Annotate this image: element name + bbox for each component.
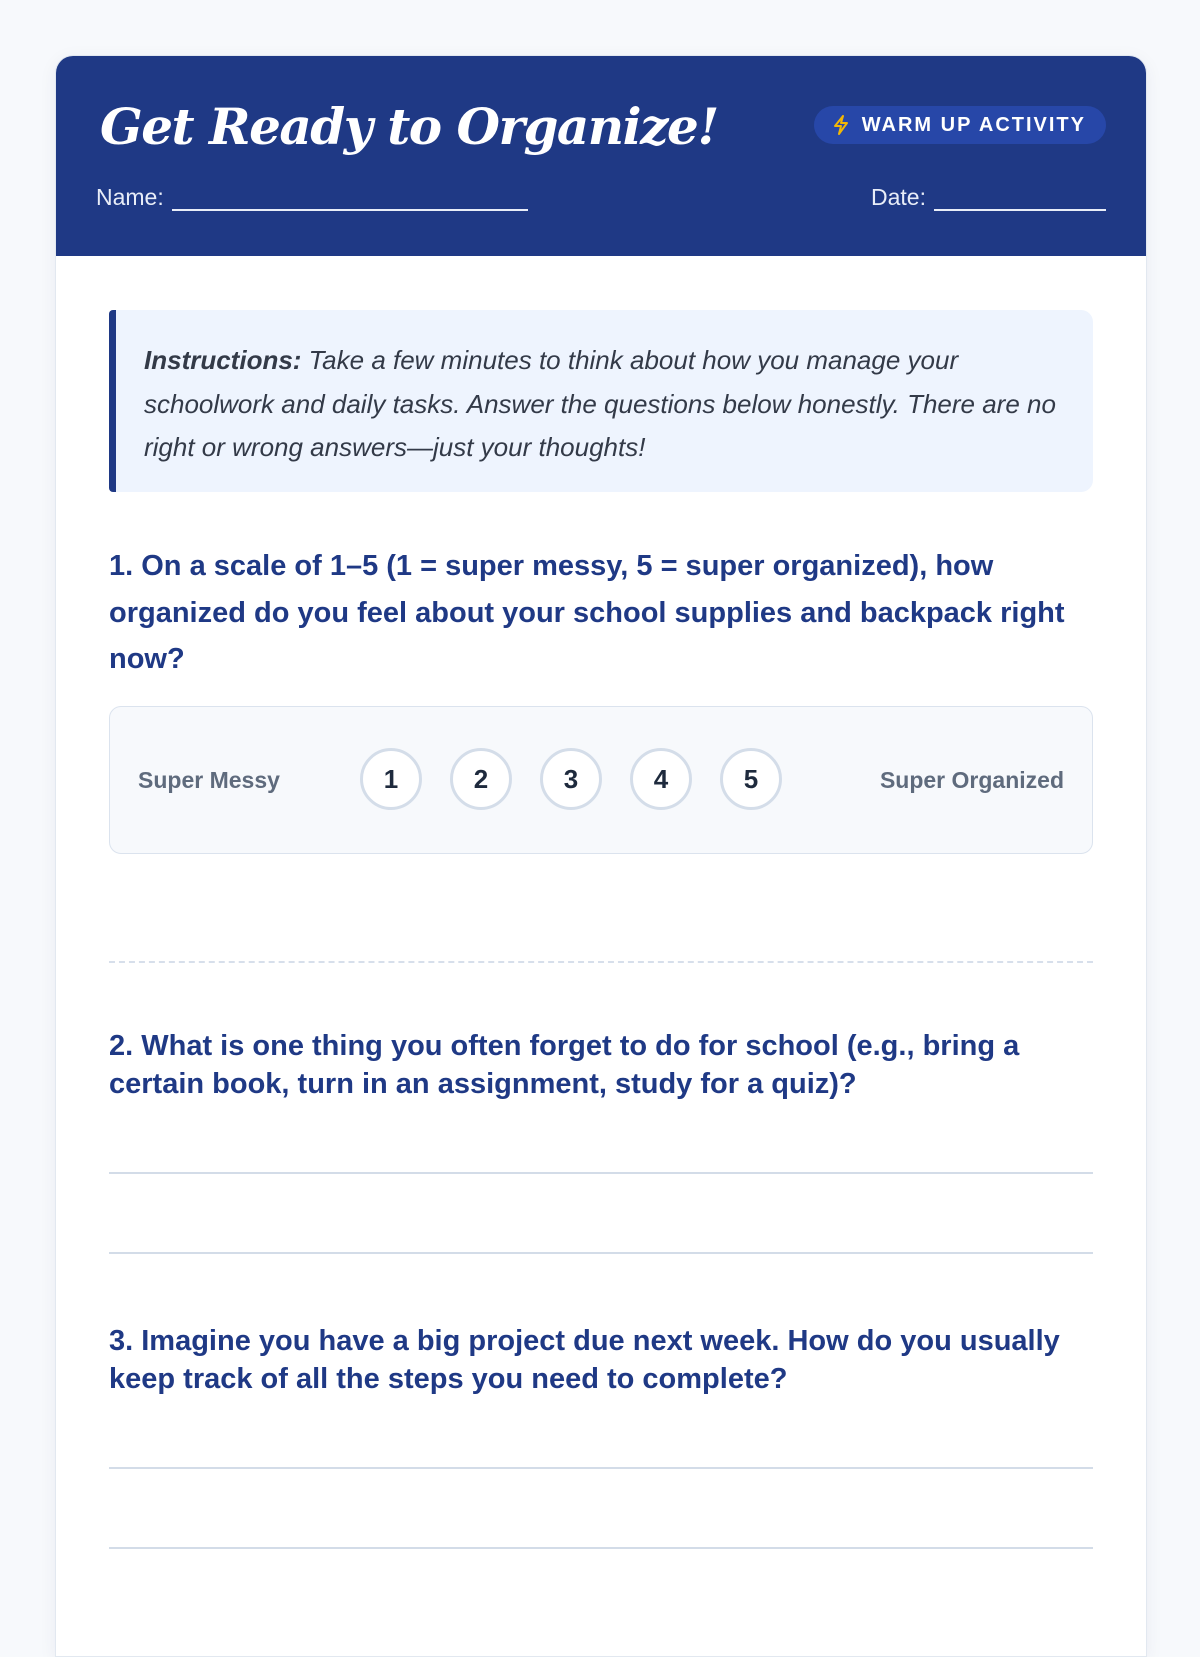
worksheet-header xyxy=(56,56,1146,256)
page-title: Get Ready to Organize! xyxy=(100,97,718,156)
date-label: Date: xyxy=(871,184,926,210)
scale-option-3[interactable]: 3 xyxy=(540,748,602,810)
answer-line[interactable] xyxy=(109,1464,1093,1469)
section-divider xyxy=(109,961,1093,963)
answer-line[interactable] xyxy=(109,1169,1093,1174)
instructions-box xyxy=(109,310,1093,492)
date-blank[interactable] xyxy=(934,189,1106,211)
worksheet xyxy=(55,55,1147,1657)
scale-option-4[interactable]: 4 xyxy=(630,748,692,810)
scale-option-1[interactable]: 1 xyxy=(360,748,422,810)
scale-option-2[interactable]: 2 xyxy=(450,748,512,810)
scale-option-5[interactable]: 5 xyxy=(720,748,782,810)
rating-scale xyxy=(109,706,1093,854)
question-2: 2. What is one thing you often forget to do for school (e.g., bring a certain book, turn in an assignment, study for a quiz)? xyxy=(109,1030,1020,1100)
lightning-bolt-icon xyxy=(832,115,850,135)
activity-badge xyxy=(814,106,1106,144)
answer-line[interactable] xyxy=(109,1544,1093,1549)
badge-label: WARM UP ACTIVITY xyxy=(861,113,1086,136)
scale-options xyxy=(360,748,782,810)
question-1: 1. On a scale of 1–5 (1 = super messy, 5 = super organized), how organized do you feel about your school supplies and backpack right now? xyxy=(109,550,1065,675)
date-field xyxy=(871,184,1106,211)
name-field xyxy=(96,184,528,211)
name-blank[interactable] xyxy=(172,189,528,211)
instructions-text: Take a few minutes to think about how you manage your schoolwork and daily tasks. Answer the questions below honestly. There are no right or wrong answers—just your thoughts! xyxy=(144,345,1056,462)
instructions-lead: Instructions: xyxy=(144,345,302,375)
question-3: 3. Imagine you have a big project due next week. How do you usually keep track of all the steps you need to complete? xyxy=(109,1325,1060,1395)
scale-max-label: Super Organized xyxy=(879,766,1064,793)
answer-line[interactable] xyxy=(109,1249,1093,1254)
name-label: Name: xyxy=(96,184,164,210)
scale-min-label: Super Messy xyxy=(138,766,280,793)
